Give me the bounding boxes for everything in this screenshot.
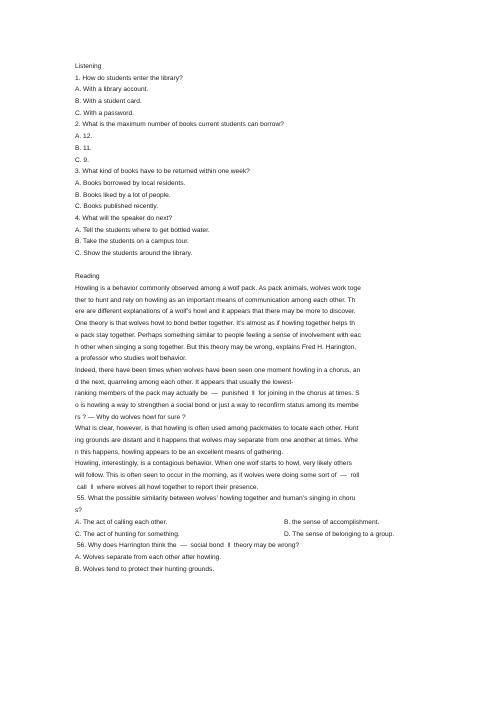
reading-line: Howling is a behavior commonly observed among a wolf pack. As pack animals, wolves work toge bbox=[75, 285, 361, 293]
q55-option-d: D. The sense of belonging to a group. bbox=[284, 530, 395, 538]
listening-line: 3. What kind of books have to be returned within one week? bbox=[75, 168, 250, 176]
listening-line: A. Books borrowed by local residents. bbox=[75, 179, 186, 187]
reading-line: call ‖ where wolves all howl together to report their presence. bbox=[75, 483, 259, 491]
q56-option-a: A. Wolves separate from each other after howling. bbox=[75, 553, 222, 561]
listening-line: B. Take the students on a campus tour. bbox=[75, 238, 189, 246]
question-55-cont: s? bbox=[75, 507, 82, 515]
reading-line: Indeed, there have been times when wolves have been seen one moment howling in a chorus, an bbox=[75, 366, 361, 374]
listening-line: 2. What is the maximum number of books current students can borrow? bbox=[75, 121, 284, 129]
listening-line: C. With a password. bbox=[75, 109, 134, 117]
listening-line: B. Books liked by a lot of people. bbox=[75, 191, 171, 199]
listening-line: 4. What will the speaker do next? bbox=[75, 214, 173, 222]
reading-line: ranking members of the pack may actually be — punished ‖ for joining in the chorus at times. S bbox=[75, 390, 360, 398]
reading-line: ing grounds are distant and it happens that wolves may separate from one another at times. Whe bbox=[75, 437, 358, 444]
q55-options-row bbox=[75, 529, 425, 541]
question-55: 55. What the possible similarity between wolves’ howling together and human’s singing in choru bbox=[75, 495, 356, 503]
listening-line: C. 9. bbox=[75, 156, 89, 164]
reading-line: will follow. This is often seen to occur in the morning, as if wolves were doing some sort of — roll bbox=[75, 472, 360, 480]
reading-line: o is howling a way to strengthen a social bond or just a way to reconfirm status among its membe bbox=[75, 401, 359, 409]
q55-option-a: A. The act of calling each other. bbox=[75, 518, 168, 526]
listening-line: C. Show the students around the library. bbox=[75, 250, 193, 257]
reading-heading: Reading bbox=[75, 273, 100, 281]
reading-line: What is clear, however, is that howling is often used among packmates to locate each other. Hunt bbox=[75, 425, 359, 433]
listening-line: A. Tell the students where to get bottled water. bbox=[75, 226, 210, 234]
reading-line: rs ? — Why do wolves howl for sure ? bbox=[75, 413, 186, 421]
reading-line: Howling, interestingly, is a contagious behavior. When one wolf starts to howl, very likely others bbox=[75, 460, 352, 468]
q56-option-b: B. Wolves tend to protect their hunting grounds. bbox=[75, 565, 215, 573]
listening-line: C. Books published recently. bbox=[75, 203, 159, 211]
question-56: 56. Why does Harrington think the — social bond ‖ theory may be wrong? bbox=[75, 542, 300, 550]
reading-line: n this happens, howling appears to be an excellent means of gathering. bbox=[75, 448, 284, 456]
reading-line: h other when singing a song together. But this theory may be wrong, explains Fred H. Harington, bbox=[75, 343, 357, 351]
listening-line: B. 11. bbox=[75, 144, 92, 152]
q55-option-b: B. the sense of accomplishment. bbox=[284, 518, 380, 526]
listening-line: A. 12. bbox=[75, 133, 93, 141]
reading-line: d the next, quarreling among each other. It appears that usually the lowest- bbox=[75, 378, 294, 386]
listening-line: 1. How do students enter the library? bbox=[75, 74, 183, 82]
listening-line: B. With a student card. bbox=[75, 98, 142, 106]
q55-option-c: C. The act of hunting for something. bbox=[75, 530, 180, 538]
reading-line: ere are different explanations of a wolf’s howl and it appears that there may be more to discover. bbox=[75, 308, 356, 316]
reading-line: e pack stay together. Perhaps something similar to people feeling a sense of involvement with eac bbox=[75, 331, 361, 339]
section-gap bbox=[75, 260, 425, 272]
q55-options-row bbox=[75, 517, 425, 529]
reading-line: a professor who studies wolf behavior. bbox=[75, 355, 187, 363]
reading-line: One theory is that wolves howl to bond better together. It’s almost as if howling together helps th bbox=[75, 320, 355, 328]
listening-line: A. With a library account. bbox=[75, 86, 149, 94]
text-column bbox=[75, 61, 425, 575]
listening-heading: Listening bbox=[75, 63, 102, 70]
reading-line: ther to hunt and rely on howling as an important means of communication among each other. Th bbox=[75, 296, 356, 304]
